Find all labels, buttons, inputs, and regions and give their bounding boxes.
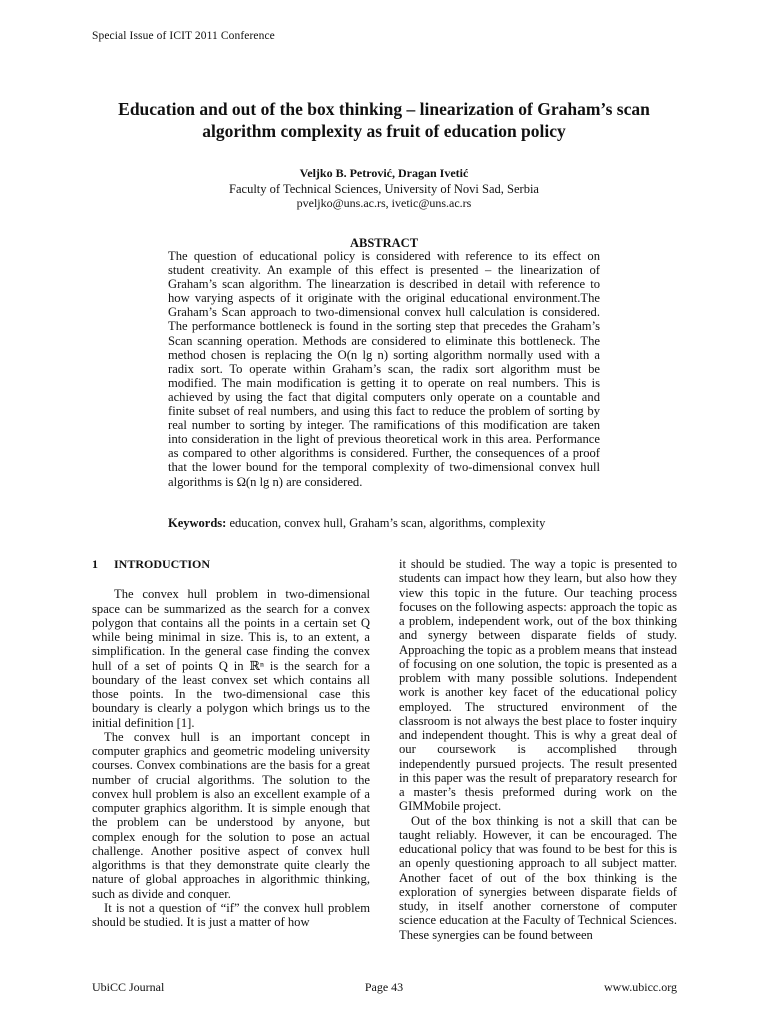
right-column — [399, 557, 677, 942]
author-emails: pveljko@uns.ac.rs, ivetic@uns.ac.rs — [296, 196, 472, 210]
running-head: Special Issue of ICIT 2011 Conference — [92, 30, 275, 42]
affiliation: Faculty of Technical Sciences, University of Novi Sad, Serbia — [229, 182, 539, 196]
body-paragraph: It is not a question of “if” the convex hull problem should be studied. It is just a matter of how — [92, 900, 370, 929]
footer-journal: UbiCC Journal — [92, 980, 165, 994]
body-paragraph: it should be studied. The way a topic is presented to students can impact how they learn, but also how they view this topic in the future. Our teaching process focuses on the following aspects: approach the topic as a problem, independent work, out of the box thinking and synergy between disparate fields of study. Approaching the topic as a problem means that instead of focusing on one solution, the topic is presented as a problem with many possible solutions. Independent work is another key facet of the educational policy employed. The structured environment of the classroom is not always the best place to foster inquiry and independent thought. This is why a great deal of our coursework is accomplished through independently pursued projects. The result presented in this paper was the result of preparatory research for a master’s thesis preformed during work on the GIMMobile project. — [399, 557, 677, 814]
keywords-list: education, convex hull, Graham’s scan, algorithms, complexity — [226, 516, 546, 530]
footer-page-number: Page 43 — [364, 980, 404, 994]
paper-title: Education and out of the box thinking – linearization of Graham’s scan algorithm complexity as fruit of education policy — [118, 99, 650, 141]
abstract-text: The question of educational policy is considered with reference to its effect on student creativity. An example of this effect is presented – the linearization of Graham’s scan algorithm. The linearzation is described in detail with reference to how varying aspects of it originate with the original educational environment.The Graham’s Scan approach to two-dimensional convex hull calculation is considered. The performance bottleneck is found in the sorting step that precedes the Graham’s Scan scanning operation. Methods are considered to eliminate this bottleneck. The method chosen is replacing the O(n lg n) sorting algorithm normally used with a radix sort. To operate within Graham’s scan, the radix sort algorithm must be modified. The main modification is getting it to operate on real numbers. This is achieved by using the fact that digital computers only operate on a countable and finite subset of real numbers, and using this fact to reduce the problem of sorting by real number to sorting by integer. The ramifications of this modification are taken into consideration in the light of previous theoretical work in this area. Performance as compared to other algorithms is considered. Further, the consequences of a proof that the lower bound for the temporal complexity of two-dimensional convex hull algorithms is Ω(n lg n) are considered. — [168, 249, 600, 489]
section-number: 1 — [92, 557, 98, 571]
abstract-heading: ABSTRACT — [349, 236, 419, 250]
body-paragraph: The convex hull problem in two-dimensional space can be summarized as the search for a convex polygon that contains all the points in a certain set Q while being minimal in size. This is, to an extent, a simplification. In the general case finding the convex hull of a set of points Q in ℝⁿ is the search for a boundary of the least convex set which contains all those points. In the two-dimensional case this boundary is clearly a polygon which brings us to the initial definition [1]. — [92, 587, 370, 730]
keywords — [168, 516, 628, 531]
section-title: INTRODUCTION — [114, 557, 211, 571]
body-paragraph: Out of the box thinking is not a skill that can be taught reliably. However, it can be encouraged. The educational policy that was found to be best for this is an openly questioning approach to all subject matter. Another facet of out of the box thinking is the exploration of synergies between disparate fields of study, in itself another cornerstone of computer science education at the Faculty of Technical Sciences. These synergies can be found between — [399, 813, 677, 942]
footer-url: www.ubicc.org — [604, 980, 677, 994]
body-paragraph: The convex hull is an important concept in computer graphics and geometric modeling university courses. Convex combinations are the basis for a great number of crucial algorithms. The solution to the convex hull problem is also an excellent example of a computer graphics algorithm. It is simple enough that the problem can be understood by anyone, but complex enough for the solution to pose an actual challenge. Another positive aspect of convex hull algorithms is that they demonstrate quite clearly the nature of global approaches in algorithmic thinking, such as divide and conquer. — [92, 729, 370, 901]
left-column — [92, 557, 370, 929]
keywords-label: Keywords: — [168, 516, 227, 530]
section-heading — [92, 557, 370, 571]
authors: Veljko B. Petrović, Dragan Ivetić — [299, 166, 469, 180]
